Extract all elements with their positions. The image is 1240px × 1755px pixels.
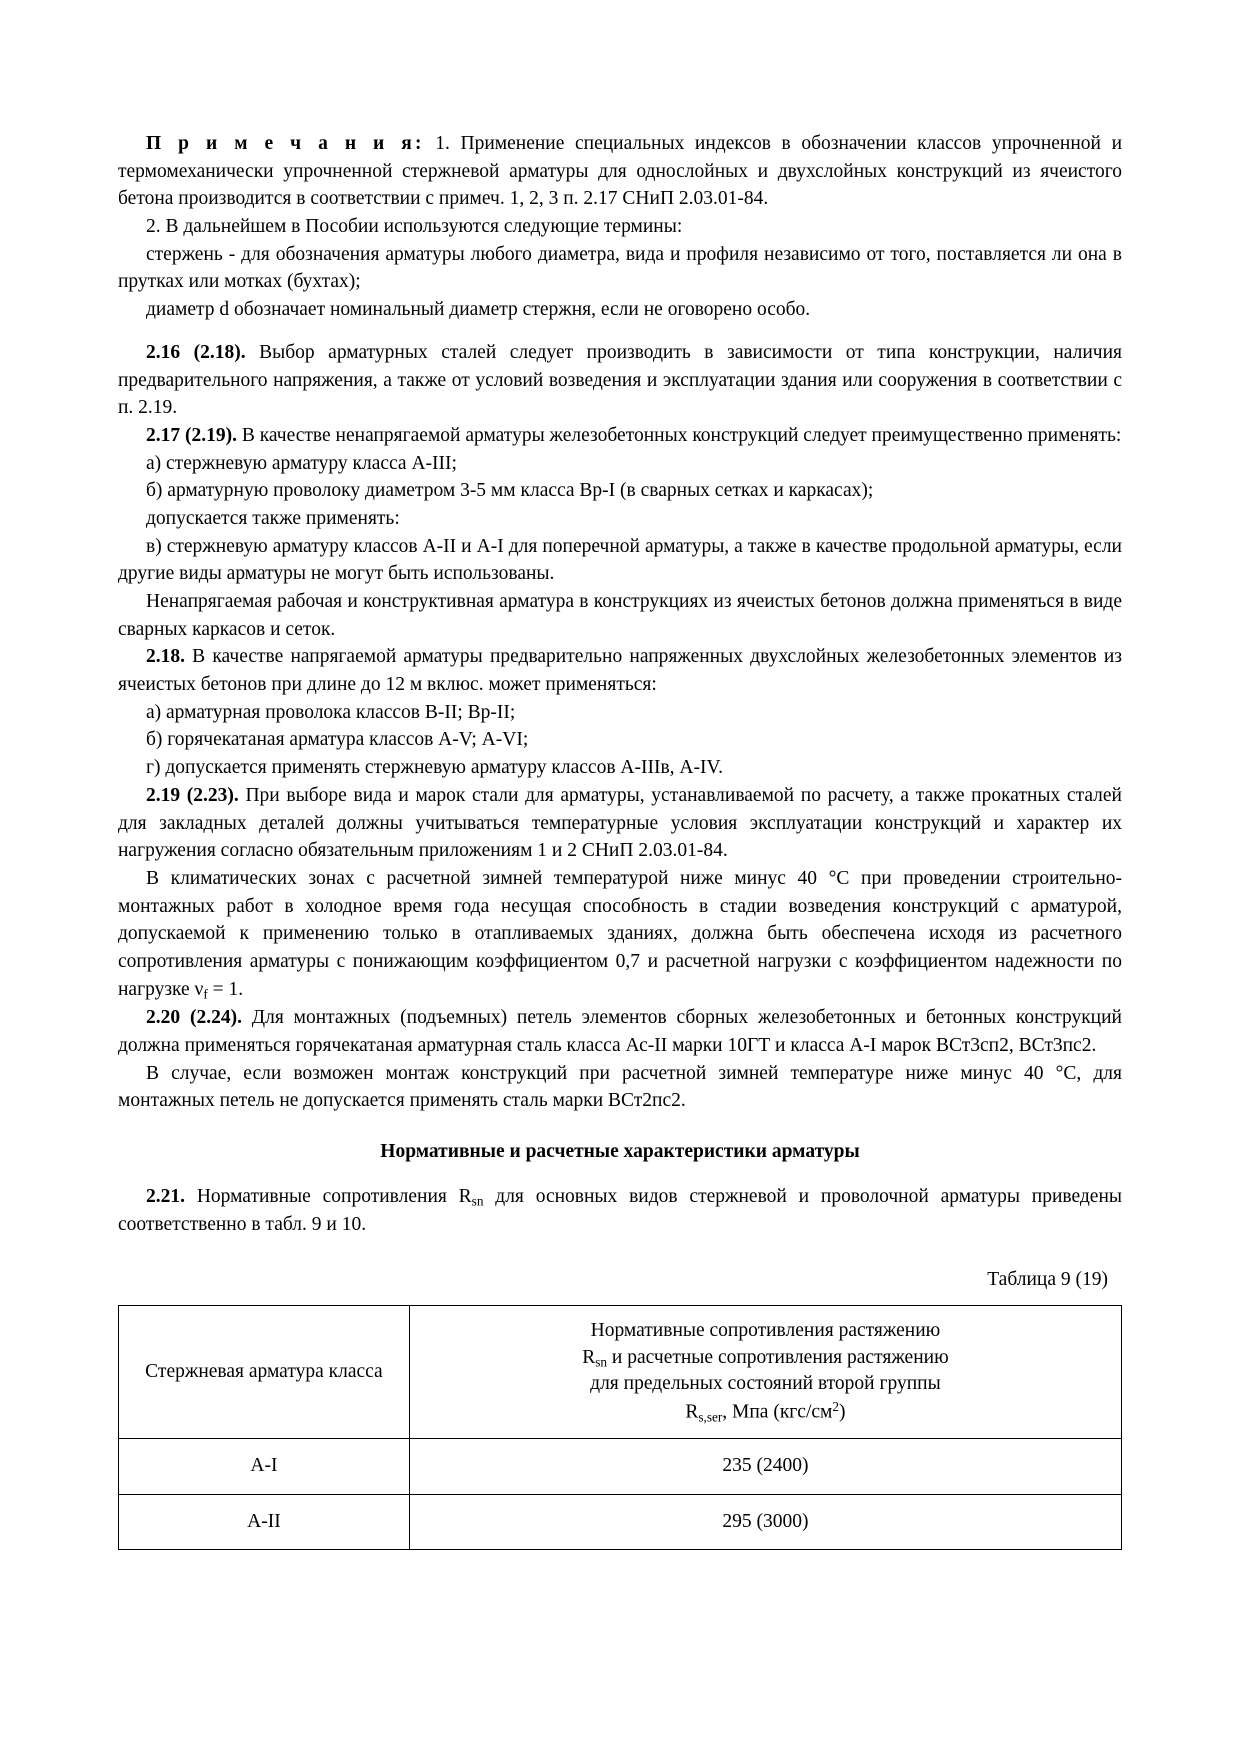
notes-term-rod: стержень - для обозначения арматуры любого диаметра, вида и профиля независимо от того, поставляется ли она в прутках или мотках (бухтах); [118,243,1122,293]
r-symbol: R [582,1346,596,1368]
notes-term-diameter: диаметр d обозначает номинальный диаметр стержня, если не оговорено особо. [146,299,811,321]
notes-note-1: 1. Применение специальных индексов в обозначении классов упрочненной и термомеханически упрочненной стержневой арматуры для однослойных и двухслойных конструкций из ячеистого бетона производится в соответствии с примеч. 1, 2, 3 п. 2.17 СНиП 2.03.01-84. [118,133,1122,210]
list-item: а) арматурная проволока классов В-II; Вр-II; [146,701,516,723]
clause-2-18 [118,643,1122,698]
clause-2-16-number: 2.16 (2.18). [146,341,246,363]
table-header-line-2 [424,1345,1107,1372]
clause-2-16-text: Выбор арматурных сталей следует производить в зависимости от типа конструкции, наличия предварительного напряжения, а также от условий возведения и эксплуатации здания или сооружения в соответствии с п. 2.19. [118,341,1122,419]
table-header-resistance [409,1306,1121,1439]
list-item: б) горячекатаная арматура классов А-V; А-VI; [146,729,529,751]
notes-note-2: 2. В дальнейшем в Пособии используются следующие термины: [146,216,683,238]
list-item: г) допускается применять стержневую арматуру классов А-IIIв, А-IV. [146,757,723,779]
r-symbol-2: R [685,1401,699,1423]
notes-paragraph [118,130,1122,213]
sser-subscript: s,ser [698,1409,723,1425]
paragraph-climate-tail: = 1. [207,978,244,1000]
clause-2-17 [118,422,1122,450]
table-header-line-3: для предельных состояний второй группы [590,1373,941,1395]
table-header-line-1: Нормативные сопротивления растяжению [590,1320,941,1342]
squared-superscript: 2 [832,1398,839,1414]
section-heading: Нормативные и расчетные характеристики арматуры [380,1140,860,1162]
list-item: а) стержневую арматуру класса А-III; [146,452,457,474]
list-item: в) стержневую арматуру классов А-II и А-I для поперечной арматуры, а также в качестве продольной арматуры, если другие виды арматуры не могут быть использованы. [118,535,1122,585]
clause-2-21-text-1: Нормативные сопротивления R [185,1185,472,1207]
paragraph-climate-text: В климатических зонах с расчетной зимней температурой ниже минус 40 °С при проведении строительно-монтажных работ в холодное время года несущая способность в стадии возведения конструкций с арматурой, допускаемой к применению только в отапливаемых зданиях, должна быть обеспечена исходя из расчетного сопротивления арматуры с понижающим коэффициентом 0,7 и расчетной нагрузки с коэффициентом надежности по нагрузке ν [118,867,1122,1000]
list-item: допускается также применять: [146,507,400,529]
clause-2-19-text: При выборе вида и марок стали для арматуры, устанавливаемой по расчету, а также прокатных сталей для закладных деталей должны учитываться температурные условия эксплуатации конструкций и характер их нагружения согласно обязательным приложениям 1 и 2 СНиП 2.03.01-84. [118,784,1122,862]
table-row [119,1439,1122,1495]
sn-subscript: sn [595,1354,608,1370]
clause-2-20-number: 2.20 (2.24). [146,1007,242,1029]
clause-2-18-text: В качестве напрягаемой арматуры предварительно напряженных двухслойных железобетонных элементов из ячеистых бетонов при длине до 12 м вклюс. может применяться: [118,646,1122,696]
table-row [119,1494,1122,1550]
clause-2-17-number: 2.17 (2.19). [146,424,237,446]
paragraph-climate-zones [118,865,1122,1004]
table-header-class: Стержневая арматура класса [119,1306,410,1439]
table-cell-value: 295 (3000) [409,1494,1121,1550]
rsn-subscript: sn [471,1193,484,1209]
table-header-units-close: ) [839,1401,846,1423]
table-cell-class: А-II [119,1494,410,1550]
nu-subscript: f [203,986,208,1002]
table-header-row [119,1306,1122,1439]
table-header-units: , Мпа (кгс/см [722,1401,833,1423]
clause-2-19 [118,782,1122,865]
table-caption: Таблица 9 (19) [987,1269,1108,1291]
normative-resistances-table [118,1305,1122,1550]
table-cell-class: А-I [119,1439,410,1495]
clause-2-21-number: 2.21. [146,1185,185,1207]
clause-2-18-number: 2.18. [146,646,185,668]
clause-2-21-text-2: для основных видов стержневой и проволочной арматуры приведены соответственно в табл. 9 и 10. [118,1185,1122,1236]
table-header-line-2-text: и расчетные сопротивления растяжению [607,1346,949,1368]
clause-2-19-number: 2.19 (2.23). [146,784,239,806]
paragraph-mounting-loops: В случае, если возможен монтаж конструкций при расчетной зимней температуре ниже минус 40 °С, для монтажных петель не допускается применять сталь марки ВСт2пс2. [118,1062,1122,1112]
list-item: Ненапрягаемая рабочая и конструктивная арматура в конструкциях из ячеистых бетонов должна применяться в виде сварных каркасов и сеток. [118,591,1122,640]
table-cell-value: 235 (2400) [409,1439,1121,1495]
clause-2-20 [118,1004,1122,1059]
table-header-line-4 [424,1398,1107,1426]
clause-2-20-text: Для монтажных (подъемных) петель элементов сборных железобетонных и бетонных конструкций должна применяться горячекатаная арматурная сталь класса Ас-II марки 10ГТ и класса А-I марок ВСт3сп2, ВСт3пс2. [118,1007,1122,1056]
clause-2-17-text: В качестве ненапрягаемой арматуры железобетонных конструкций следует преимущественно применять: [237,424,1122,446]
list-item: б) арматурную проволоку диаметром 3-5 мм класса Вр-I (в сварных сетках и каркасах); [146,480,874,502]
clause-2-21 [118,1183,1122,1239]
clause-2-16 [118,339,1122,422]
notes-label: П р и м е ч а н и я: [146,133,425,154]
